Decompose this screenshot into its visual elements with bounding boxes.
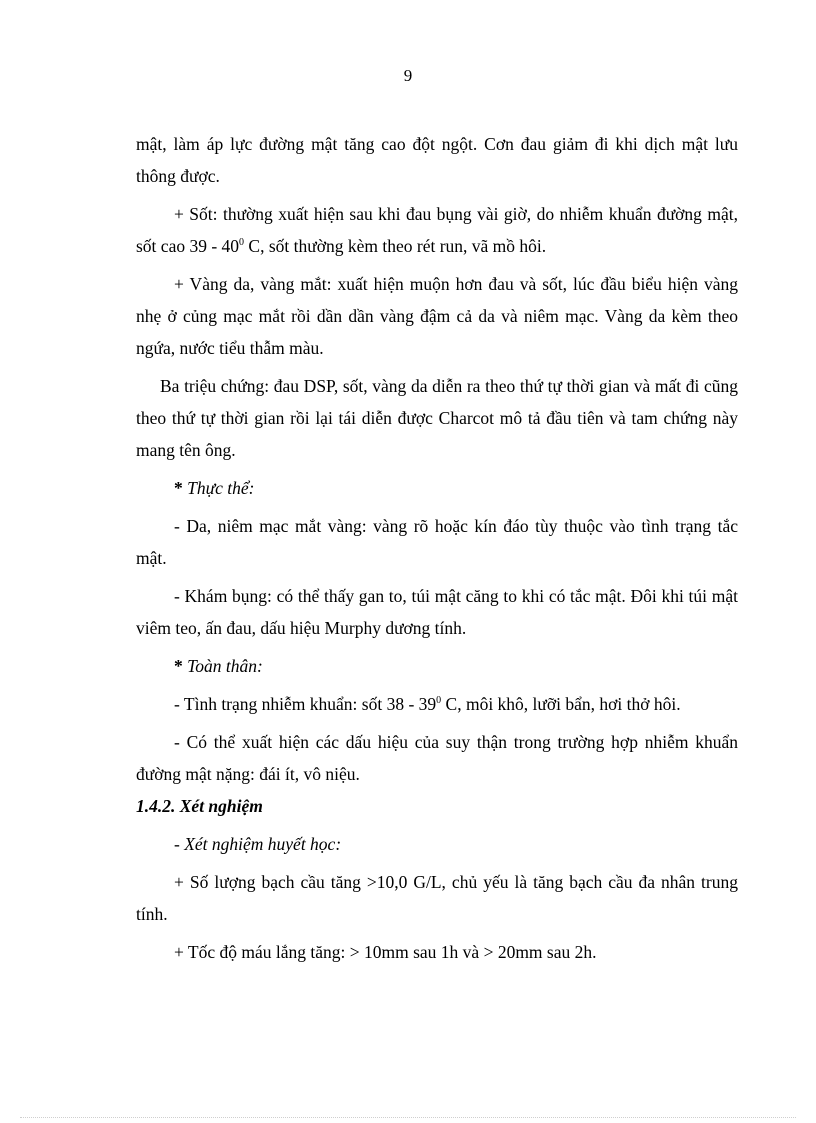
paragraph-white-cells: + Số lượng bạch cầu tăng >10,0 G/L, chủ yếu là tăng bạch cầu đa nhân trung tính. — [136, 872, 738, 924]
paragraph-abdominal-exam: - Khám bụng: có thể thấy gan to, túi mật căng to khi có tắc mật. Đôi khi túi mật viêm teo, ấn đau, dấu hiệu Murphy dương tính. — [136, 586, 738, 638]
paragraph-infection — [136, 688, 738, 720]
fever-text-end: C, sốt thường kèm theo rét run, vã mồ hôi. — [244, 236, 547, 256]
degree-superscript: 0 — [239, 237, 245, 248]
page-number: 9 — [403, 66, 413, 85]
paragraph-charcot-triad: Ba triệu chứng: đau DSP, sốt, vàng da diễn ra theo thứ tự thời gian và mất đi cũng theo thứ tự thời gian rồi lại tái diễn được Charcot mô tả đầu tiên và tam chứng này mang tên ông. — [136, 376, 738, 460]
footer-divider — [20, 1117, 796, 1118]
infection-text: - Tình trạng nhiễm khuẩn: sốt 38 - 39 — [174, 694, 437, 714]
section-label-general — [136, 650, 738, 682]
paragraph-pain-continued: mật, làm áp lực đường mật tăng cao đột ngột. Cơn đau giảm đi khi dịch mật lưu thông được. — [136, 134, 738, 186]
paragraph-fever — [136, 198, 738, 262]
infection-text-end: C, môi khô, lưỡi bẩn, hơi thở hôi. — [441, 694, 681, 714]
bullet-star: * — [174, 656, 183, 676]
paragraph-jaundice: + Vàng da, vàng mắt: xuất hiện muộn hơn đau và sốt, lúc đầu biểu hiện vàng nhẹ ở củng mạc mắt rồi dần dần vàng đậm cả da và niêm mạc. Vàng da kèm theo ngứa, nước tiểu thẫm màu. — [136, 274, 738, 358]
general-label: Toàn thân: — [182, 656, 263, 676]
document-body — [136, 128, 738, 968]
paragraph-renal-failure: - Có thể xuất hiện các dấu hiệu của suy thận trong trường hợp nhiễm khuẩn đường mật nặng: đái ít, vô niệu. — [136, 732, 738, 784]
bullet-star: * — [174, 478, 183, 498]
degree-superscript: 0 — [436, 695, 442, 706]
section-label-physical-exam — [136, 472, 738, 504]
paragraph-hematology-label: - Xét nghiệm huyết học: — [174, 834, 342, 854]
physical-exam-label: Thực thể: — [182, 478, 255, 498]
paragraph-sed-rate: + Tốc độ máu lắng tăng: > 10mm sau 1h và > 20mm sau 2h. — [174, 942, 597, 962]
paragraph-skin-mucosa: - Da, niêm mạc mắt vàng: vàng rõ hoặc kín đáo tùy thuộc vào tình trạng tắc mật. — [136, 516, 738, 568]
fever-text: + Sốt: thường xuất hiện sau khi đau bụng vài giờ, do nhiễm khuẩn đường mật, sốt cao 39 - 40 — [136, 204, 738, 256]
section-heading-lab-tests: 1.4.2. Xét nghiệm — [136, 796, 263, 816]
